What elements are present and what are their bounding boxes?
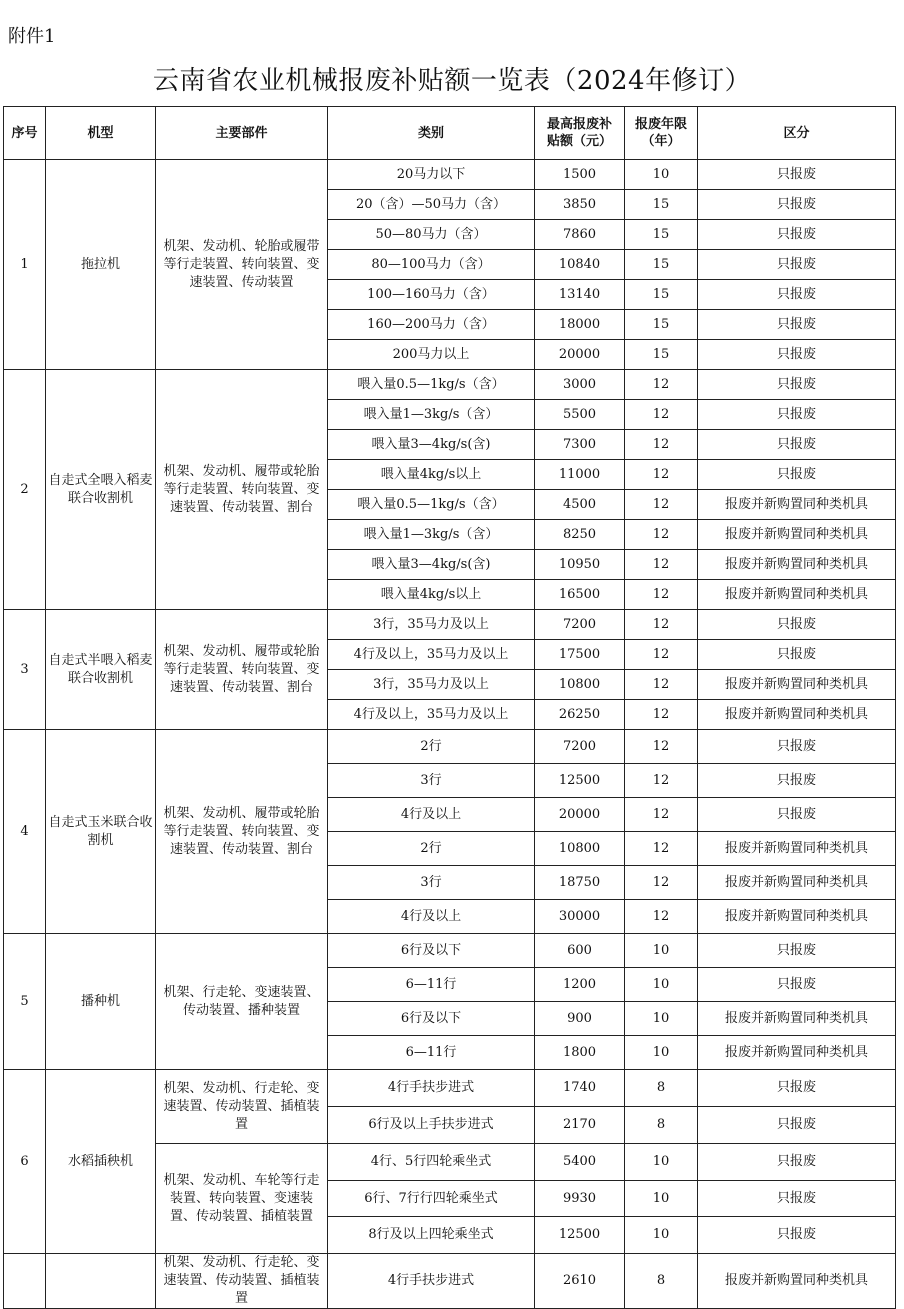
- zone-cell: 报废并新购置同种类机具: [698, 832, 896, 866]
- main-parts-cell: 机架、发动机、行走轮、变速装置、传动装置、插植装置: [156, 1070, 328, 1144]
- amount-cell: 600: [535, 934, 625, 968]
- category-cell: 喂入量4kg/s以上: [328, 580, 535, 610]
- table-row: [4, 1254, 896, 1309]
- years-cell: 12: [625, 866, 698, 900]
- main-parts-cell: 机架、行走轮、变速装置、传动装置、播种装置: [156, 934, 328, 1070]
- category-cell: 3行: [328, 866, 535, 900]
- seq-cell: 6: [4, 1070, 46, 1254]
- category-cell: 4行及以上: [328, 900, 535, 934]
- amount-cell: 16500: [535, 580, 625, 610]
- zone-cell: 报废并新购置同种类机具: [698, 670, 896, 700]
- amount-cell: 30000: [535, 900, 625, 934]
- zone-cell: 只报废: [698, 160, 896, 190]
- years-cell: 15: [625, 250, 698, 280]
- years-cell: 10: [625, 934, 698, 968]
- seq-cell: 1: [4, 160, 46, 370]
- years-cell: 12: [625, 430, 698, 460]
- seq-cell: 2: [4, 370, 46, 610]
- category-cell: 50—80马力（含）: [328, 220, 535, 250]
- zone-cell: 只报废: [698, 1144, 896, 1181]
- main-parts-cell: 机架、发动机、履带或轮胎等行走装置、转向装置、变速装置、传动装置、割台: [156, 730, 328, 934]
- category-cell: 4行、5行四轮乘坐式: [328, 1144, 535, 1181]
- category-cell: 6行及以下: [328, 934, 535, 968]
- zone-cell: 只报废: [698, 1070, 896, 1107]
- col-header-seq: 序号: [4, 107, 46, 160]
- category-cell: 4行手扶步进式: [328, 1254, 535, 1309]
- amount-cell: 20000: [535, 798, 625, 832]
- category-cell: 20马力以下: [328, 160, 535, 190]
- amount-cell: 18750: [535, 866, 625, 900]
- zone-cell: 只报废: [698, 250, 896, 280]
- years-cell: 15: [625, 280, 698, 310]
- machine-type-cell: [46, 1254, 156, 1309]
- zone-cell: 只报废: [698, 310, 896, 340]
- category-cell: 3行，35马力及以上: [328, 670, 535, 700]
- amount-cell: 3850: [535, 190, 625, 220]
- years-cell: 12: [625, 730, 698, 764]
- zone-cell: 只报废: [698, 798, 896, 832]
- page-title: 云南省农业机械报废补贴额一览表（2024年修订）: [152, 66, 752, 96]
- seq-cell: 5: [4, 934, 46, 1070]
- machine-type-cell: 播种机: [46, 934, 156, 1070]
- amount-cell: 10950: [535, 550, 625, 580]
- table-row: [4, 160, 896, 190]
- amount-cell: 10840: [535, 250, 625, 280]
- machine-type-cell: 自走式玉米联合收割机: [46, 730, 156, 934]
- amount-cell: 12500: [535, 764, 625, 798]
- category-cell: 4行及以上: [328, 798, 535, 832]
- amount-cell: 12500: [535, 1217, 625, 1254]
- years-cell: 12: [625, 580, 698, 610]
- years-cell: 12: [625, 400, 698, 430]
- category-cell: 6行及以下: [328, 1002, 535, 1036]
- amount-cell: 18000: [535, 310, 625, 340]
- table-row: [4, 370, 896, 400]
- category-cell: 3行，35马力及以上: [328, 610, 535, 640]
- category-cell: 2行: [328, 730, 535, 764]
- category-cell: 喂入量3—4kg/s(含): [328, 550, 535, 580]
- amount-cell: 17500: [535, 640, 625, 670]
- years-cell: 12: [625, 670, 698, 700]
- amount-cell: 5500: [535, 400, 625, 430]
- zone-cell: 只报废: [698, 460, 896, 490]
- years-cell: 8: [625, 1070, 698, 1107]
- amount-cell: 8250: [535, 520, 625, 550]
- main-parts-cell: 机架、发动机、轮胎或履带等行走装置、转向装置、变速装置、传动装置: [156, 160, 328, 370]
- category-cell: 4行及以上，35马力及以上: [328, 640, 535, 670]
- zone-cell: 报废并新购置同种类机具: [698, 550, 896, 580]
- amount-cell: 20000: [535, 340, 625, 370]
- main-parts-cell: 机架、发动机、行走轮、变速装置、传动装置、插植装置: [156, 1254, 328, 1309]
- zone-cell: 报废并新购置同种类机具: [698, 580, 896, 610]
- col-header-type: 机型: [46, 107, 156, 160]
- years-cell: 10: [625, 1217, 698, 1254]
- category-cell: 20（含）—50马力（含）: [328, 190, 535, 220]
- amount-cell: 900: [535, 1002, 625, 1036]
- seq-cell: [4, 1254, 46, 1309]
- header-row: [4, 107, 896, 160]
- zone-cell: 只报废: [698, 430, 896, 460]
- years-cell: 10: [625, 1002, 698, 1036]
- zone-cell: 报废并新购置同种类机具: [698, 490, 896, 520]
- machine-type-cell: 自走式全喂入稻麦联合收割机: [46, 370, 156, 610]
- years-cell: 10: [625, 1144, 698, 1181]
- col-header-amount: 最高报废补 贴额（元）: [535, 107, 625, 160]
- zone-cell: 报废并新购置同种类机具: [698, 520, 896, 550]
- years-cell: 15: [625, 340, 698, 370]
- years-cell: 8: [625, 1254, 698, 1309]
- years-cell: 12: [625, 764, 698, 798]
- zone-cell: 只报废: [698, 610, 896, 640]
- seq-cell: 3: [4, 610, 46, 730]
- amount-cell: 5400: [535, 1144, 625, 1181]
- table-row: [4, 730, 896, 764]
- amount-cell: 9930: [535, 1181, 625, 1217]
- zone-cell: 报废并新购置同种类机具: [698, 866, 896, 900]
- category-cell: 6—11行: [328, 968, 535, 1002]
- zone-cell: 报废并新购置同种类机具: [698, 1036, 896, 1070]
- zone-cell: 只报废: [698, 220, 896, 250]
- zone-cell: 报废并新购置同种类机具: [698, 900, 896, 934]
- amount-cell: 1800: [535, 1036, 625, 1070]
- machine-type-cell: 拖拉机: [46, 160, 156, 370]
- category-cell: 8行及以上四轮乘坐式: [328, 1217, 535, 1254]
- years-cell: 8: [625, 1107, 698, 1144]
- category-cell: 100—160马力（含）: [328, 280, 535, 310]
- amount-cell: 1500: [535, 160, 625, 190]
- years-cell: 12: [625, 832, 698, 866]
- zone-cell: 只报废: [698, 400, 896, 430]
- seq-cell: 4: [4, 730, 46, 934]
- category-cell: 4行及以上，35马力及以上: [328, 700, 535, 730]
- zone-cell: 报废并新购置同种类机具: [698, 1002, 896, 1036]
- years-cell: 15: [625, 220, 698, 250]
- zone-cell: 只报废: [698, 190, 896, 220]
- amount-cell: 10800: [535, 670, 625, 700]
- category-cell: 200马力以上: [328, 340, 535, 370]
- table-row: [4, 1070, 896, 1107]
- amount-cell: 2610: [535, 1254, 625, 1309]
- zone-cell: 只报废: [698, 764, 896, 798]
- table-body: [4, 160, 896, 1309]
- amount-cell: 3000: [535, 370, 625, 400]
- category-cell: 4行手扶步进式: [328, 1070, 535, 1107]
- amount-cell: 26250: [535, 700, 625, 730]
- attachment-label: 附件1: [8, 26, 56, 47]
- years-cell: 10: [625, 160, 698, 190]
- years-cell: 15: [625, 310, 698, 340]
- machine-type-cell: 水稻插秧机: [46, 1070, 156, 1254]
- zone-cell: 只报废: [698, 1107, 896, 1144]
- zone-cell: 只报废: [698, 730, 896, 764]
- category-cell: 喂入量0.5—1kg/s（含）: [328, 370, 535, 400]
- years-cell: 12: [625, 798, 698, 832]
- zone-cell: 报废并新购置同种类机具: [698, 700, 896, 730]
- zone-cell: 报废并新购置同种类机具: [698, 1254, 896, 1309]
- category-cell: 6—11行: [328, 1036, 535, 1070]
- zone-cell: 只报废: [698, 968, 896, 1002]
- amount-cell: 7300: [535, 430, 625, 460]
- category-cell: 喂入量1—3kg/s（含）: [328, 400, 535, 430]
- category-cell: 喂入量1—3kg/s（含）: [328, 520, 535, 550]
- zone-cell: 只报废: [698, 1217, 896, 1254]
- col-header-zone: 区分: [698, 107, 896, 160]
- years-cell: 15: [625, 190, 698, 220]
- years-cell: 12: [625, 550, 698, 580]
- col-header-parts: 主要部件: [156, 107, 328, 160]
- amount-cell: 7860: [535, 220, 625, 250]
- amount-cell: 4500: [535, 490, 625, 520]
- col-header-years: 报废年限 （年）: [625, 107, 698, 160]
- years-cell: 10: [625, 1036, 698, 1070]
- table-row: [4, 610, 896, 640]
- main-parts-cell: 机架、发动机、履带或轮胎等行走装置、转向装置、变速装置、传动装置、割台: [156, 610, 328, 730]
- years-cell: 12: [625, 460, 698, 490]
- amount-cell: 11000: [535, 460, 625, 490]
- amount-cell: 7200: [535, 610, 625, 640]
- zone-cell: 只报废: [698, 340, 896, 370]
- machine-type-cell: 自走式半喂入稻麦联合收割机: [46, 610, 156, 730]
- years-cell: 10: [625, 1181, 698, 1217]
- years-cell: 12: [625, 700, 698, 730]
- amount-cell: 10800: [535, 832, 625, 866]
- amount-cell: 2170: [535, 1107, 625, 1144]
- category-cell: 80—100马力（含）: [328, 250, 535, 280]
- category-cell: 3行: [328, 764, 535, 798]
- col-header-category: 类别: [328, 107, 535, 160]
- category-cell: 6行及以上手扶步进式: [328, 1107, 535, 1144]
- years-cell: 10: [625, 968, 698, 1002]
- subsidy-table: [3, 106, 896, 1309]
- main-parts-cell: 机架、发动机、车轮等行走装置、转向装置、变速装置、传动装置、插植装置: [156, 1144, 328, 1254]
- table-row: [4, 934, 896, 968]
- zone-cell: 只报废: [698, 1181, 896, 1217]
- years-cell: 12: [625, 640, 698, 670]
- zone-cell: 只报废: [698, 370, 896, 400]
- zone-cell: 只报废: [698, 934, 896, 968]
- category-cell: 160—200马力（含）: [328, 310, 535, 340]
- years-cell: 12: [625, 370, 698, 400]
- zone-cell: 只报废: [698, 640, 896, 670]
- years-cell: 12: [625, 520, 698, 550]
- years-cell: 12: [625, 900, 698, 934]
- main-parts-cell: 机架、发动机、履带或轮胎等行走装置、转向装置、变速装置、传动装置、割台: [156, 370, 328, 610]
- category-cell: 6行、7行行四轮乘坐式: [328, 1181, 535, 1217]
- amount-cell: 13140: [535, 280, 625, 310]
- years-cell: 12: [625, 610, 698, 640]
- category-cell: 喂入量3—4kg/s(含): [328, 430, 535, 460]
- category-cell: 喂入量0.5—1kg/s（含）: [328, 490, 535, 520]
- amount-cell: 1740: [535, 1070, 625, 1107]
- amount-cell: 1200: [535, 968, 625, 1002]
- category-cell: 2行: [328, 832, 535, 866]
- category-cell: 喂入量4kg/s以上: [328, 460, 535, 490]
- years-cell: 12: [625, 490, 698, 520]
- zone-cell: 只报废: [698, 280, 896, 310]
- amount-cell: 7200: [535, 730, 625, 764]
